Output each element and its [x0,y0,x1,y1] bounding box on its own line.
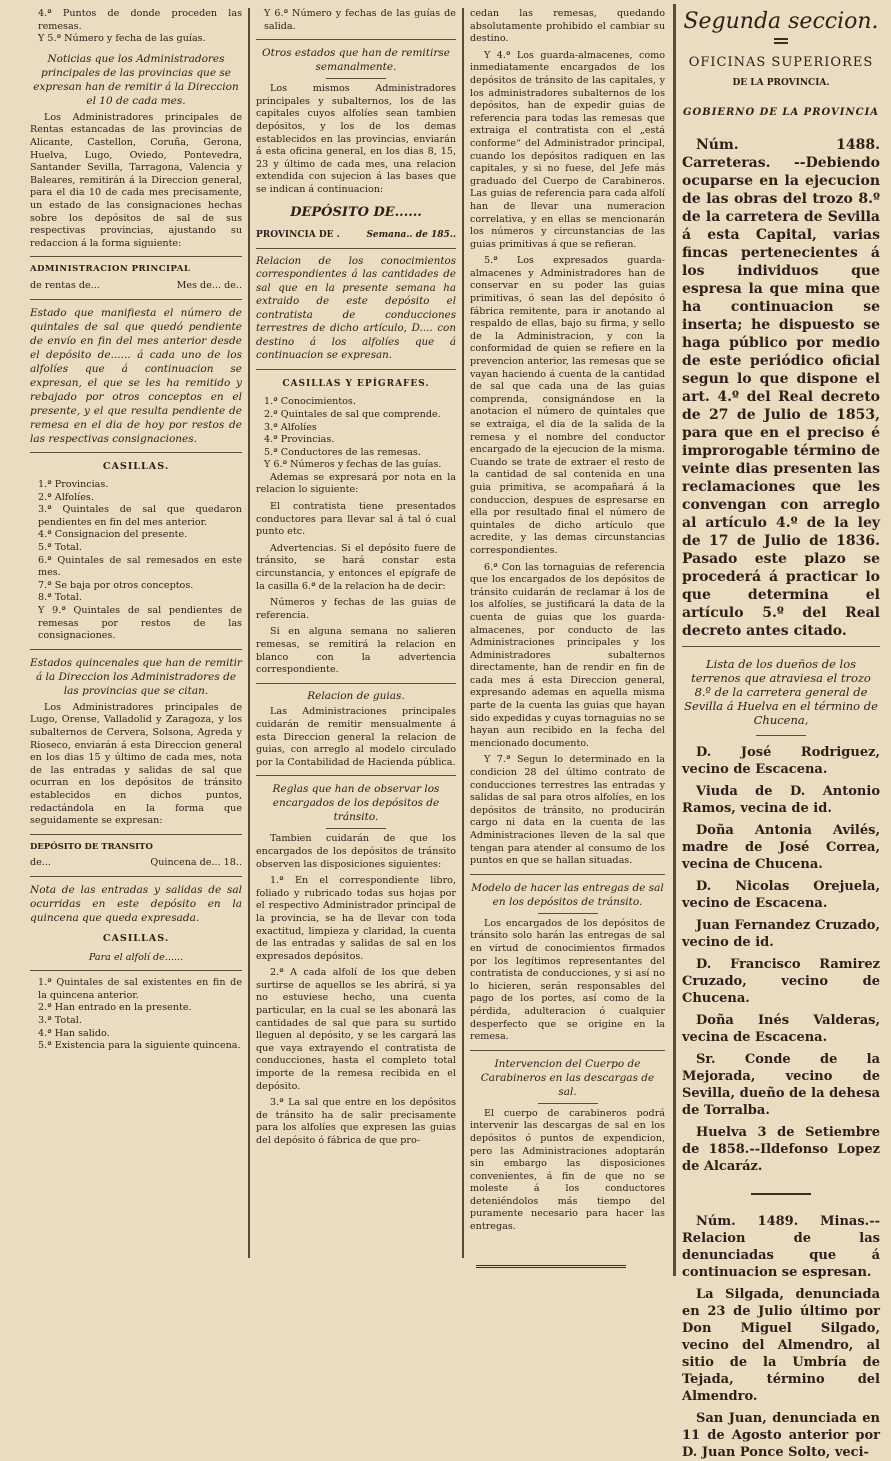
column-2 [256,8,456,1272]
paragraph: 3.ª La sal que entre en los depósitos de tránsito ha de salir precisamente para los alfolíes que expresen las guias del depósito ó fábrica de que pro- [256,1097,456,1146]
column-1 [30,8,242,1272]
paragraph: Los Administradores principales de Rentas estancadas de las provincias de Alicante, Castellon, Coruña, Gerona, Huelva, Lugo, Oviedo, Pontevedra, Santander Sevilla, Tarragona, Valencia y Baleares, remitirán á la Direccion general, para el dia 10 de cada mes precisamente, un estado de las consignaciones hechas sobre los depósitos de sal de sus respectivas provincias, ajustando su redaccion á la forma siguiente: [30,111,242,249]
list-item: 1.ª Provincias. [38,479,109,491]
paragraph: Los Administradores principales de Lugo, Orense, Valladolid y Zaragoza, y los subalternos de Cervera, Solsona, Agreda y Rioseco, enviarán á esta Direccion general en los dias 15 y último de cada mes, nota de las entradas y salidas de sal que ocurran en los depósitos de tránsito establecidos en dichos puntos, redactándola en la forma que seguidamente se expresan: [30,701,242,827]
divider [30,256,242,257]
section-heading: Reglas que han de observar los encargados de los depósitos de tránsito. [272,783,440,824]
divider [538,1103,598,1104]
alfoli-label: Para el alfolí de...... [88,951,184,963]
paragraph: Números y fechas de las guias de referencia. [256,597,456,621]
list-item: Y 6.ª Número y fechas de las guías de salida. [264,8,456,32]
divider [256,683,456,684]
paragraph: Tambien cuidarán de que los encargados de los depósitos de tránsito observen las disposiciones siguientes: [256,833,456,870]
list-item: Sr. Conde de la Mejorada, vecino de Sevilla, dueño de la dehesa de Torralba. [682,1052,880,1118]
nota-description: Nota de las entradas y salidas de sal ocurridas en este depósito en la quincena que queda expresada. [30,883,242,924]
paragraph: Si en alguna semana no salieren remesas, se remitirá la relacion en blanco con la advertencia correspondiente. [256,626,456,676]
casillas-list [30,977,242,1053]
paragraph: Los encargados de los depósitos de tránsito solo harán las entregas de sal en virtud de conocimientos firmados por los legítimos representantes del contratista de conducciones, y si así no lo hicieren, serán responsables del pago de los portes, así como de la pérdida, adulteracion ó cualquier desperfecto que se origine en la remesa. [470,917,665,1043]
signature: Huelva 3 de Setiembre de 1858.--Ildefonso Lopez de Alcaráz. [682,1125,880,1174]
lista-heading: Lista de los dueños de los terrenos que atraviesa el trozo 8.º de la carretera general de Sevilla á Huelva en el término de Chucena, [684,657,878,727]
gobierno-heading: GOBIERNO DE LA PROVINCIA [682,107,880,118]
list-item: 1.ª Quintales de sal existentes en fin de la quincena anterior. [38,977,242,1001]
divider [256,39,456,40]
paragraph: Las Administraciones principales cuidarán de remitir mensualmente á esta Direccion general la relacion de guias, con arreglo al modelo circulado por la Contabilidad de Hacienda pública. [256,706,456,768]
paragraph: 5.ª Los expresados guarda-almacenes y Administradores han de conservar en su poder las guias primitivas, ó sean las del depósito ó fábrica remitente, para ir anotando al respaldo de ellas, bajo su firma, y sello de la Administracion, y con la conformidad de quien se refiere en la prevencion anterior, las remesas que se vayan haciendo á cuenta de la cantidad de sal que cada una de las guias comprenda, consignándose en la anotacion el número de quintales que se extraiga, el dia de la salida de la remesa y el nombre del conductor encargado de la ejecucion de la misma. Cuando se trate de extraer el resto de la cantidad de sal contenida en una guia primitiva, se acompañará á la conduccion, despues de espresarse en ella por resultado final el número de quintales de dicho artículo que acredite, y las demas circunstancias correspondientes. [470,255,665,556]
list-item: 3.ª Quintales de sal que quedaron pendientes en fin del mes anterior. [38,504,242,528]
list-item: 3.ª Total. [38,1014,82,1026]
list-item: Y 9.ª Quintales de sal pendientes de remesas por restos de las consignaciones. [38,605,242,642]
paragraph: Advertencias. Si el depósito fuere de tránsito, se hará constar esta circunstancia, y entonces el epígrafe de la casilla 6.ª de la relacion ha de decir: [256,542,456,592]
divider [30,452,242,453]
deposito-title: DEPÓSITO DE...... [290,204,422,220]
paragraph: Los mismos Administradores principales y subalternos, los de las capitales cuyos alfolíes sean tambien depósitos, y los de los demas establecidos en las provincias, enviarán á esta oficina general, en los dias 8, 15, 23 y último de cada mes, una relacion extendida con sujecion á las bases que se indican á continuacion: [256,83,456,195]
form-field-label: de... [30,857,51,869]
casillas-list [256,396,456,472]
separator [751,1193,811,1195]
section-heading: Estados quincenales que han de remitir á la Direccion los Administradores de las provincias que se citan. [30,656,242,697]
divider [538,913,598,914]
casillas-heading: CASILLAS. [102,460,170,472]
list-item: 5.ª Existencia para la siguiente quincena. [38,1040,241,1052]
paragraph: Y 4.ª Los guarda-almacenes, como inmediatamente encargados de los depósitos de tránsito de las capitales, y los administradores subalternos de los depósitos, han de expedir guias de referencia para todas las remesas que extraiga el contratista con el „está conforme“ del Administrador principal, cuando los depósitos radiquen en las capitales, y si no fuese, del Jefe más graduado del Cuerpo de Carabineros. Las guias de referencia para cada alfolí han de llevar una numeracion correlativa, y en ellas se mencionarán los números y circunstancias de las guias primitivas á que se refieran. [470,49,665,250]
form-field-label: Semana.. de 185.. [366,230,456,241]
list-item: 5.ª Total. [38,542,82,554]
oficinas-heading: OFICINAS SUPERIORES [688,55,874,70]
form-header: ADMINISTRACION PRINCIPAL [30,264,191,275]
form-field-label: Quincena de... 18.. [150,857,242,869]
section-title: Segunda seccion. [683,9,879,34]
provincia-heading: DE LA PROVINCIA. [732,78,830,88]
list-item: Doña Antonia Avilés, madre de José Correa, vecina de Chucena. [682,823,880,872]
list-item: 4.ª Provincias. [264,434,335,446]
list-item: D. Nicolas Orejuela, vecino de Escacena. [682,879,880,911]
divider [256,775,456,776]
form-field-label: de rentas de... [30,279,100,291]
divider [756,735,806,736]
divider [30,299,242,300]
list-item: D. José Rodriguez, vecino de Escacena. [682,745,880,777]
owners-list [682,744,880,1175]
paragraph: 6.ª Con las tornaguias de referencia que los encargados de los depósitos de tránsito cuidarán de reclamar á los de los alfolíes, se justificará la data de la cuenta de guias que los guarda-almacenes, por conducto de las Administraciones principales y los Administradores subalternos directamente, han de rendir en fin de cada mes á esta Direccion general, expresando ademas en aquella misma parte de la cuenta las guias que hayan sido expedidas y cuyas tornaguias no se hayan aun recibido en la fecha del mencionado documento. [470,561,665,749]
list-item: 5.ª Conductores de las remesas. [264,446,421,458]
form-field-label: Mes de... de.. [176,279,242,291]
paragraph: Ademas se expresará por nota en la relacion lo siguiente: [256,471,456,496]
casillas-heading: CASILLAS. [102,932,170,944]
form-header: DEPÓSITO DE TRANSITO [30,841,153,852]
list-item: Juan Fernandez Cruzado, vecino de id. [682,918,880,950]
section-heading: Relacion de guias. [307,689,405,702]
list-item: 8.ª Total. [38,592,82,604]
divider [30,970,242,971]
divider [30,649,242,650]
divider [682,646,880,647]
casillas-heading: CASILLAS Y EPÍGRAFES. [282,378,430,389]
section-heading: Otros estados que han de remitirse semanalmente. [262,47,450,74]
list-item: 7.ª Se baja por otros conceptos. [38,579,194,591]
list-item: 2.ª Han entrado en la presente. [38,1002,192,1014]
divider [326,78,386,79]
notice-1488: Núm. 1488. Carreteras. --Debiendo ocuparse en la ejecucion de las obras del trozo 8.º de la carretera de Sevilla á esta Capital, varias fincas pertenecientes á los individuos que espresa la que mina que ha continuacion se inserta; he dispuesto se haga público por medio de este periódico oficial segun lo que dispone el art. 4.º del Real decreto de 27 de Julio de 1853, para que en el preciso é improrogable término de veinte dias presenten las reclamaciones que les convengan con arreglo al artículo 4.º de la ley de 17 de Julio de 1836. Pasado este plazo se procederá á practicar lo que determina el artículo 5.º del Real decreto antes citado. [682,137,880,639]
divider [470,874,665,875]
list-item: 2.ª Alfolíes. [38,491,94,503]
end-rule [476,1265,626,1268]
top-list [30,8,242,46]
divider [256,369,456,370]
divider [30,834,242,835]
section-heading: Noticias que los Administradores principales de las provincias que se expresan han de remitir á la Direccion el 10 de cada mes. [33,52,239,107]
form-field-label: PROVINCIA DE . [256,230,340,241]
notice-1489: Núm. 1489. Minas.--Relacion de las denunciadas que á continuacion se espresan. [682,1214,880,1280]
divider [326,828,386,829]
list-item: 4.ª Han salido. [38,1027,110,1039]
list-item: 2.ª Quintales de sal que comprende. [264,408,441,420]
list-item: 4.ª Puntos de donde proceden las remesas. [38,8,242,32]
list-item: D. Francisco Ramirez Cruzado, vecino de Chucena. [682,957,880,1006]
column-4 [682,8,880,1460]
double-rule [774,38,788,44]
mine-entry: La Silgada, denunciada en 23 de Julio último por Don Miguel Silgado, vecino del Almendro, al sitio de la Umbría de Tejada, término del Almendro. [682,1287,880,1404]
list-item: Viuda de D. Antonio Ramos, vecina de id. [682,784,880,816]
list-item: 3.ª Alfolíes [264,421,317,433]
paragraph: El cuerpo de carabineros podrá intervenir las descargas de sal en los depósitos ó puntos de expendicion, pero las Administraciones adoptarán sin embargo las disposiciones convenientes, á fin de que no se moleste á los conductores deteniéndolos más tiempo del puramente necesario para hacer las entregas. [470,1107,665,1233]
relacion-description: Relacion de los conocimientos correspondientes á las cantidades de sal que en la presente semana ha extraido de este depósito el contratista de conducciones terrestres de dicho artículo, D.... con destino á los alfolíes que á continuacion se expresan. [256,254,456,362]
column-rule [673,4,676,1276]
paragraph: 2.ª A cada alfolí de los que deben surtirse de aquellos se les abrirá, si ya no estuviese hecho, una cuenta particular, en la cual se les abonará las cantidades de sal que para su surtido lleguen al depósito, y se les cargará las que vaya extrayendo el contratista de conducciones, hasta el completo total importe de la remesa recibida en el depósito. [256,967,456,1092]
divider [470,1050,665,1051]
paragraph: El contratista tiene presentados conductores para llevar sal á tal ó cual punto etc. [256,501,456,538]
estado-description: Estado que manifiesta el número de quintales de sal que quedó pendiente de envío en fin del mes anterior desde el depósito de...... á cada uno de los alfolíes que á continuacion se expresan, el que se les ha remitido y rebajado por otros conceptos en el presente, y el que resulta pendiente de remesa en el dia de hoy por restos de las respectivas consignaciones. [30,306,242,445]
list-item: Doña Inés Valderas, vecina de Escacena. [682,1013,880,1045]
mine-entry: San Juan, denunciada en 11 de Agosto anterior por D. Juan Ponce Solto, veci- [682,1411,880,1460]
list-item: Y 6.ª Números y fechas de las guías. [264,459,442,471]
paragraph: 1.ª En el correspondiente libro, foliado y rubricado todas sus hojas por el respectivo Administrador principal de la provincia, se ha de llevar con toda exactitud, limpieza y claridad, la cuenta de las entradas y salidas de sal en los expresados depósitos. [256,875,456,962]
list-item: Y 5.ª Número y fecha de las guías. [38,33,206,45]
list-item: 6.ª Quintales de sal remesados en este mes. [38,554,242,579]
divider [256,248,456,249]
divider [30,876,242,877]
column-3 [470,8,665,1272]
list-item: 4.ª Consignacion del presente. [38,529,188,541]
column-rule [248,8,250,1258]
casillas-list [30,479,242,643]
section-heading: Modelo de hacer las entregas de sal en los depósitos de tránsito. [471,881,664,908]
list-item: 1.ª Conocimientos. [264,396,356,408]
column-rule [462,8,464,1258]
paragraph: cedan las remesas, quedando absolutamente prohibido el cambiar su destino. [470,8,665,45]
paragraph: Y 7.ª Segun lo determinado en la condicion 28 del último contrato de conducciones terrestres las entradas y salidas de sal para otros alfolíes, en los depósitos de tránsito, no producirán cargo ni data en la cuenta de las Administraciones lleven de la sal que tengan para atender al consumo de los puntos en que se hallan situadas. [470,754,665,867]
section-heading: Intervencion del Cuerpo de Carabineros en las descargas de sal. [480,1057,655,1098]
